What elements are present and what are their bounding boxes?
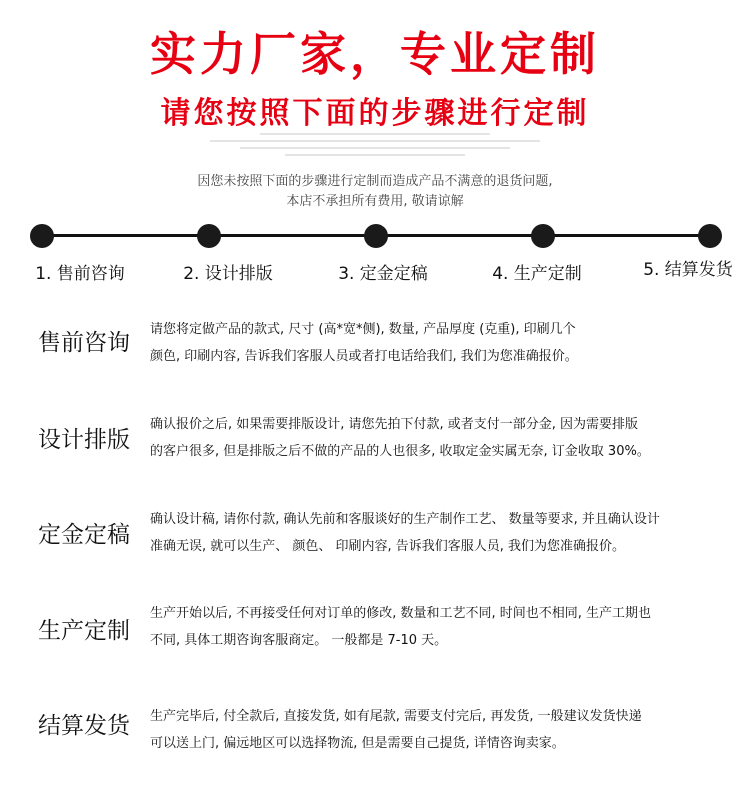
section-title: 结算发货 bbox=[38, 713, 130, 739]
step-node-3 bbox=[364, 224, 388, 248]
steps-timeline bbox=[0, 215, 750, 285]
decorative-faint-lines bbox=[0, 130, 750, 160]
page-subtitle: 请您按照下面的步骤进行定制 bbox=[160, 96, 590, 131]
section-line: 确认设计稿, 请你付款, 确认先前和客服谈好的生产制作工艺、 数量等要求, 并且确认设计 bbox=[150, 512, 660, 527]
section-text bbox=[150, 316, 722, 370]
section-text bbox=[150, 506, 722, 560]
step-node-2 bbox=[197, 224, 221, 248]
section-title: 定金定稿 bbox=[38, 522, 130, 548]
section-line: 不同, 具体工期咨询客服商定。 一般都是 7-10 天。 bbox=[150, 633, 448, 648]
step-node-5 bbox=[698, 224, 722, 248]
step-node-1 bbox=[30, 224, 54, 248]
section-text bbox=[150, 703, 722, 757]
step-label-4: 4. 生产定制 bbox=[492, 264, 582, 284]
step-label-2: 2. 设计排版 bbox=[183, 264, 273, 284]
section-title: 设计排版 bbox=[38, 427, 130, 453]
notice-line-1: 因您未按照下面的步骤进行定制而造成产品不满意的退货问题, bbox=[197, 174, 553, 189]
section-line: 颜色, 印刷内容, 告诉我们客服人员或者打电话给我们, 我们为您准确报价。 bbox=[150, 349, 578, 364]
section-line: 的客户很多, 但是排版之后不做的产品的人也很多, 收取定金实属无奈, 订金收取 30%。 bbox=[150, 444, 650, 459]
section-line: 请您将定做产品的款式, 尺寸 (高*宽*侧), 数量, 产品厚度 (克重), 印刷几个 bbox=[150, 322, 576, 337]
section-title: 生产定制 bbox=[38, 618, 130, 644]
step-node-4 bbox=[531, 224, 555, 248]
step-label-1: 1. 售前咨询 bbox=[35, 264, 125, 284]
section-line: 可以送上门, 偏远地区可以选择物流, 但是需要自己提货, 详情咨询卖家。 bbox=[150, 736, 565, 751]
section-title: 售前咨询 bbox=[38, 330, 130, 356]
notice-line-2: 本店不承担所有费用, 敬请谅解 bbox=[286, 194, 464, 209]
section-line: 生产开始以后, 不再接受任何对订单的修改, 数量和工艺不同, 时间也不相同, 生产工期也 bbox=[150, 606, 652, 621]
section-line: 确认报价之后, 如果需要排版设计, 请您先拍下付款, 或者支付一部分金, 因为需要排版 bbox=[150, 417, 639, 432]
step-label-3: 3. 定金定稿 bbox=[338, 264, 428, 284]
section-line: 生产完毕后, 付全款后, 直接发货, 如有尾款, 需要支付完后, 再发货, 一般建议发货快递 bbox=[150, 709, 642, 724]
step-label-5: 5. 结算发货 bbox=[643, 260, 733, 280]
section-line: 准确无误, 就可以生产、 颜色、 印刷内容, 告诉我们客服人员, 我们为您准确报价。 bbox=[150, 539, 626, 554]
section-text bbox=[150, 600, 722, 654]
page-title: 实力厂家，专业定制 bbox=[150, 27, 600, 81]
section-text bbox=[150, 411, 722, 465]
